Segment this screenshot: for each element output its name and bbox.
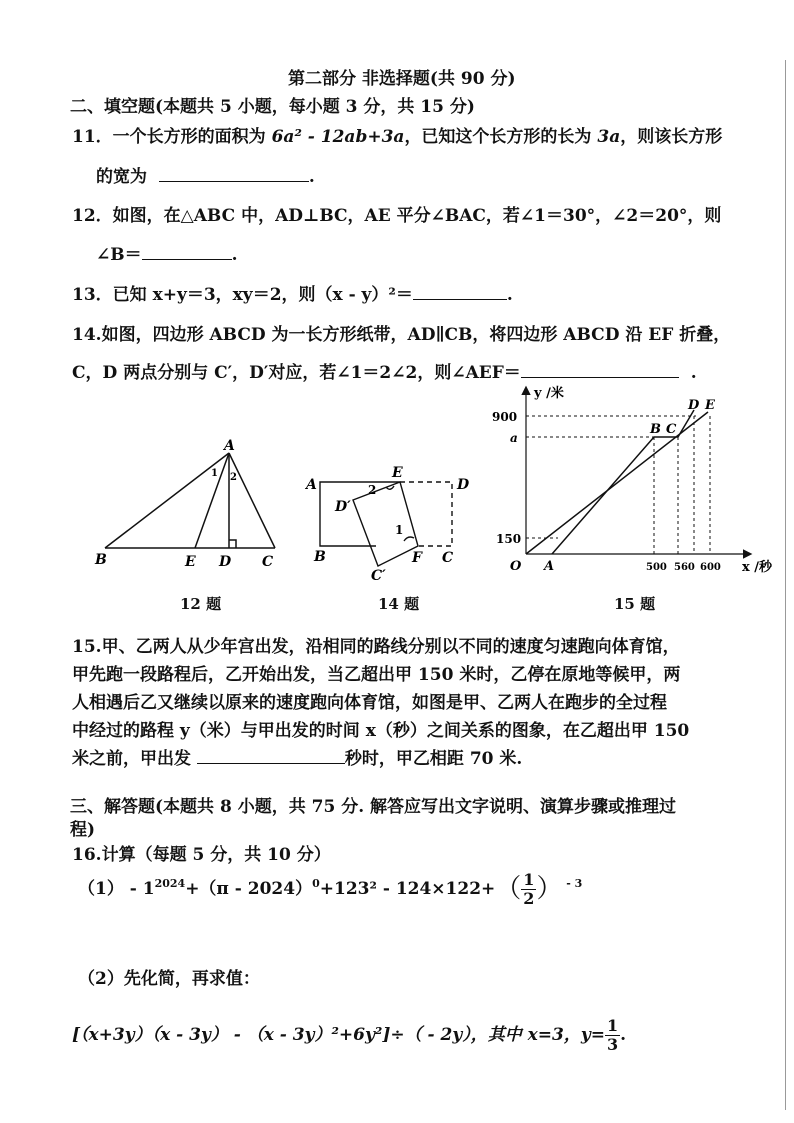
fig14-label-b: B [314,549,326,565]
q15-line4: 中经过的路程 y（米）与甲出发的时间 x（秒）之间关系的图象，在乙超出甲 150 [72,721,690,741]
fig15-label-a: A [544,559,555,574]
fig12-label-b: B [95,552,107,568]
figure-15-graph [486,378,786,582]
fig14-label-dprime: D′ [335,499,351,515]
q11-length: 3a [597,127,621,147]
fig12-label-e: E [185,554,196,570]
q14-end: . [690,363,697,383]
q11-line2 [96,162,315,187]
q12-line2 [96,240,238,265]
q16-part2-expression [72,1017,626,1054]
q16-p1-prefix: （1） - 1 [78,879,155,899]
section2-heading: 二、填空题(本题共 5 小题，每小题 3 分，共 15 分) [70,97,475,117]
q16-p2-end: . [620,1025,627,1045]
q16-p2-fraction [605,1017,620,1054]
fig14-angle-1: 1 [395,523,404,537]
q16-p1-numerator: 1 [523,870,535,889]
q15-text5b: 秒时，甲乙相距 70 米. [344,749,523,769]
fig15-tick-900: 900 [492,410,518,424]
fig14-label-f: F [412,550,422,566]
q12-answer-blank[interactable] [142,245,232,260]
fig15-tick-a: a [510,431,518,445]
fig14-angle-2: 2 [368,483,377,497]
q16-p1-mid: +（π - 2024） [185,879,313,899]
q16-p1-exponent-0: 0 [312,877,320,890]
q11-answer-blank[interactable] [159,167,309,182]
q15-text5a: 米之前，甲出发 [72,749,197,769]
fig14-label-a: A [306,477,317,493]
q16-p1-exponent-neg3: - 3 [562,877,583,890]
q11-end: . [308,167,315,187]
fig14-label-c: C [442,550,454,566]
q14-answer-blank[interactable] [521,363,679,378]
q12-end: . [231,245,238,265]
fig12-caption: 12 题 [180,595,222,613]
q12-text: 如图，在△ABC 中，AD⊥BC，AE 平分∠BAC，若∠1＝30°，∠2＝20°，则 [112,206,722,226]
q16-part1: $(1) - 1^{2024}+(\pi - 2024)^0+123^2 - 124\times 122+$（ $\frac{1}{2}$ ） $^{- 3}$ [78,870,583,908]
fig15-tick-600: 600 [700,562,721,573]
q15-line2: 甲先跑一段路程后，乙开始出发，当乙超出甲 150 米时，乙停在原地等候甲，两 [72,665,681,685]
q15-line5 [72,744,522,769]
q11-text1: 一个长方形的面积为 [112,127,272,147]
fig14-label-e: E [392,465,403,481]
q16-p2-denominator: 3 [606,1035,619,1054]
fig15-label-d: D [688,398,700,413]
q14-line1: 14.如图，四边形 ABCD 为一长方形纸带，AD∥CB，将四边形 ABCD 沿 EF 折叠， [72,325,731,345]
q15-answer-blank[interactable] [197,749,345,764]
fig15-tick-560: 560 [674,562,695,573]
fig14-label-d: D [457,477,470,493]
q11-line1 [72,122,722,147]
q12-line1 [72,201,721,226]
q15-line1: 15.甲、乙两人从少年宫出发，沿相同的路线分别以不同的速度匀速跑向体育馆， [72,637,680,657]
fig12-label-d: D [219,554,232,570]
fig15-caption: 15 题 [614,595,656,613]
q13-text: 已知 x+y＝3，xy＝2，则（x - y）²＝ [112,285,413,305]
q16-p2-expr: [（x+3y）（x - 3y） - （x - 3y）²+6y²]÷（ - 2y），其中 x=3，y= [72,1025,605,1045]
q16-title: 16.计算（每题 5 分，共 10 分） [72,845,331,865]
q13-answer-blank[interactable] [413,285,507,300]
page-edge-line [785,60,786,1110]
part-title: 第二部分 非选择题(共 90 分) [288,69,516,89]
fig12-angle-2: 2 [230,472,237,483]
q16-p2-numerator: 1 [606,1016,619,1035]
q11-text2: ，已知这个长方形的长为 [404,127,598,147]
section3-heading-line2: 程) [70,820,96,840]
q16-p1-fraction [521,871,536,908]
fig15-tick-150: 150 [496,532,522,546]
q15-line3: 人相遇后乙又继续以原来的速度跑向体育馆，如图是甲、乙两人在跑步的全过程 [72,693,667,713]
q11-text4: 的宽为 [96,167,147,187]
q11-text3: ，则该长方形 [620,127,723,147]
fig15-origin: O [510,559,522,574]
fig15-label-e: E [705,398,715,413]
fig12-right-angle-mark [229,540,236,548]
q11-number: 11． [72,127,113,147]
q12-number: 12． [72,206,113,226]
q14-text2: C，D 两点分别与 C′，D′对应，若∠1＝2∠2，则∠AEF＝ [72,363,521,383]
q13-end: . [506,285,513,305]
section3-heading-line1: 三、解答题(本题共 8 小题，共 75 分. 解答应写出文字说明、演算步骤或推理过 [70,797,677,817]
fig15-tick-500: 500 [646,562,667,573]
fig14-rectangle-remaining [320,482,400,546]
q16-p1-denominator: 2 [523,889,535,908]
fig12-label-a: A [224,438,235,454]
fig15-y-label: y /米 [534,386,564,401]
figure-12 [90,436,290,576]
q16-p1-exponent-2024: 2024 [154,877,186,890]
fig15-x-label: x /秒 [742,560,773,575]
fig15-label-b: B [650,422,661,437]
fig14-angle1-arc [404,537,414,541]
fig14-folded-quadrilateral [353,482,418,566]
fig12-angle-1: 1 [211,468,218,479]
fig14-caption: 14 题 [378,595,420,613]
q12-text2: ∠B＝ [96,245,142,265]
q16-part2-title: （2）先化简，再求值： [78,969,260,989]
q11-area-expression: 6a² - 12ab+3a [271,127,405,147]
fig14-label-cprime: C′ [371,568,386,584]
fig14-folded-away-part [400,482,452,546]
fig15-label-c: C [666,422,677,437]
fig12-segment-ac [229,453,275,548]
figure-14 [300,462,480,586]
q13-number: 13． [72,285,113,305]
fig12-label-c: C [262,554,274,570]
q16-p1-rest: +123² - 124×122+ [319,879,496,899]
q13-line [72,280,513,305]
